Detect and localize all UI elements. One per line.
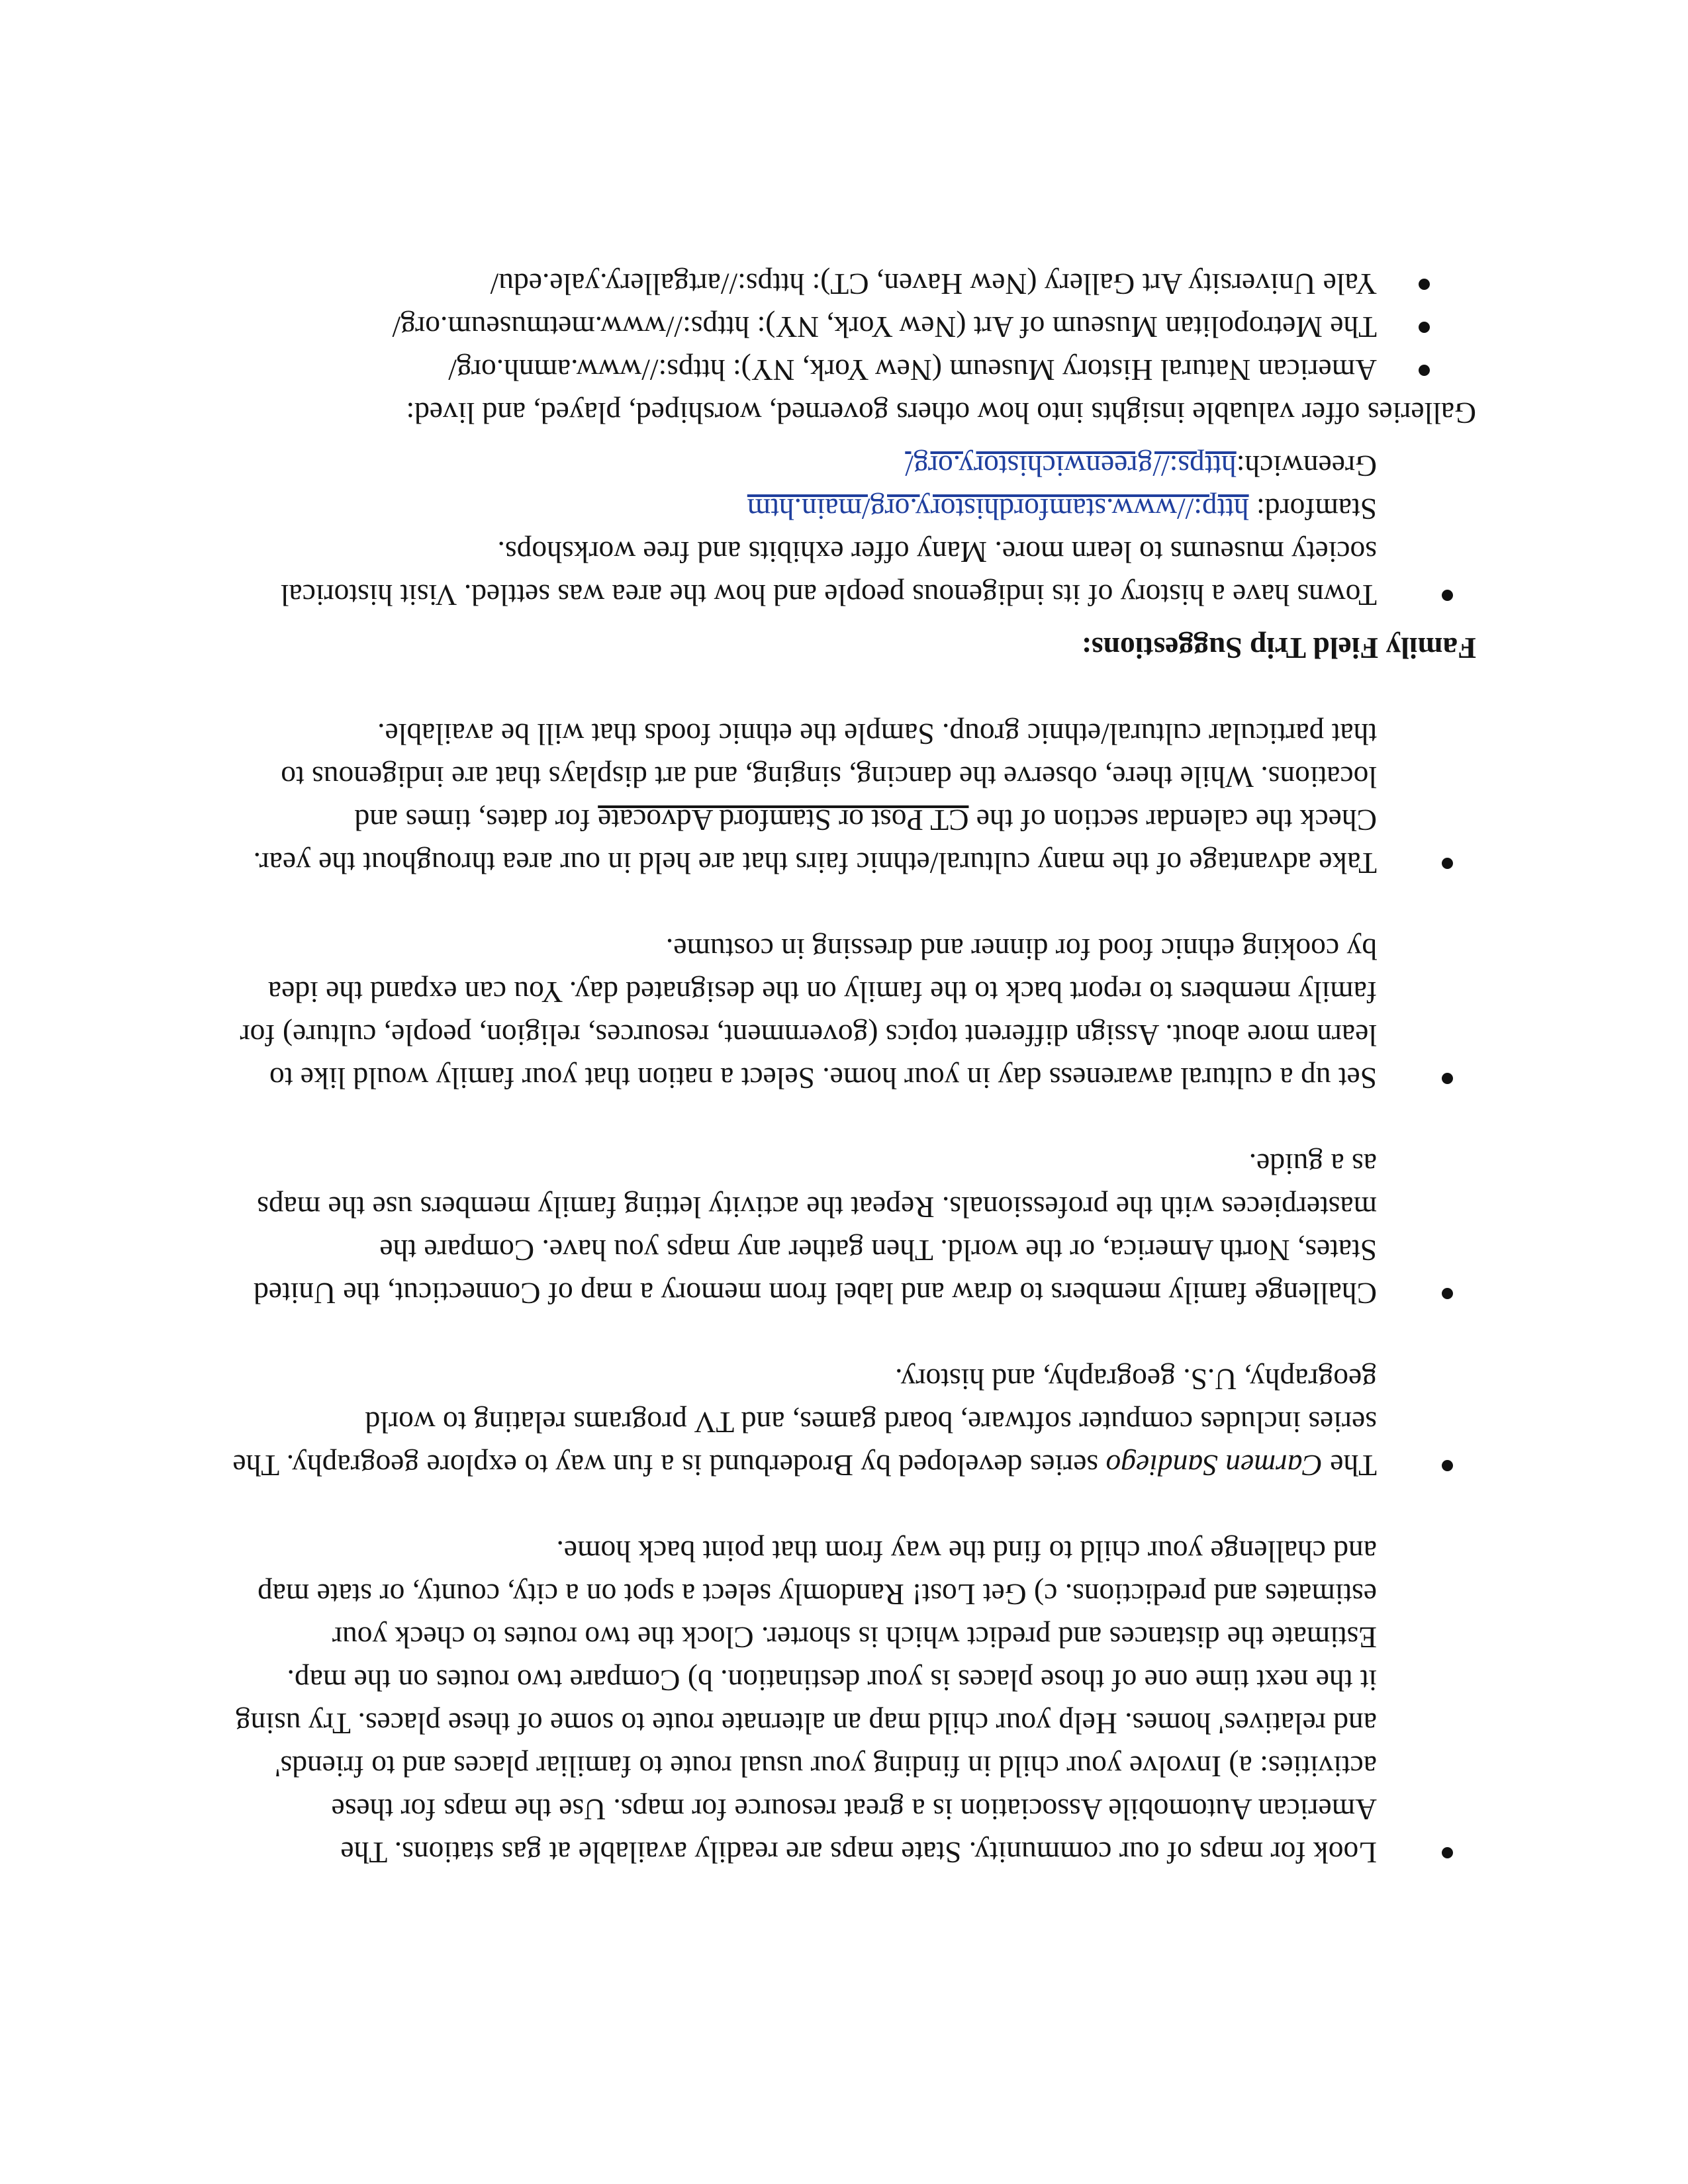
gallery-yale: Yale University Art Gallery (New Haven, CT): https://artgallery.yale.edu/ — [490, 267, 1377, 301]
field-trip-list — [232, 531, 1476, 617]
stamford-history-link[interactable]: http://www.stamfordhistory.org/main.htm — [747, 492, 1249, 526]
activity-fairs-text-before: Take advantage of the many cultural/ethnic fairs that are held in our area throughout the year. Check the calendar section of the — [253, 803, 1377, 880]
activity-list — [232, 713, 1476, 1874]
list-item-map-challenge — [232, 1143, 1476, 1315]
towns-history-text: Towns have a history of its indigenous people and how the area was settled. Visit historical society museums to learn more. Many offer exhibits and free workshops. — [280, 535, 1377, 612]
activity-carmen-text-before: The — [1322, 1449, 1377, 1482]
bullet-icon — [1442, 1073, 1453, 1084]
list-item-ethnic-fairs — [232, 713, 1476, 885]
gallery-list — [232, 263, 1476, 392]
bullet-icon — [1442, 590, 1453, 601]
list-item-yale — [232, 263, 1476, 306]
bullet-icon — [1419, 322, 1430, 333]
bullet-icon — [1442, 1288, 1453, 1299]
field-trip-heading: Family Field Trip Suggestions: — [1081, 631, 1476, 665]
bullet-icon — [1442, 858, 1453, 869]
bullet-icon — [1419, 279, 1430, 290]
stamford-label: Stamford: — [1248, 492, 1377, 526]
list-item-towns-history — [232, 531, 1476, 617]
page-content — [232, 263, 1476, 1874]
list-item-met — [232, 306, 1476, 349]
activity-carmen-text-after: series developed by Broderbund is a fun way to explore geography. The series includes computer software, board games, and TV programs relating to world geography, U.S. geography, and history. — [232, 1363, 1377, 1482]
greenwich-history-link[interactable]: https://greenwichistory.org/ — [905, 449, 1237, 483]
newspaper-names: CT Post or Stamford Advocate — [598, 803, 969, 837]
gallery-met: The Metropolitan Museum of Art (New York, NY): https://www.metmuseum.org/ — [392, 310, 1377, 344]
carmen-sandiego-title: Carmen Sandiego — [1105, 1449, 1323, 1482]
activity-fairs-text-after: for dates, times and locations. While there, observe the dancing, singing, and art displays that are indigenous to that particular cultural/ethnic group. Sample the ethnic foods that will be available. — [281, 717, 1377, 837]
bullet-icon — [1442, 1847, 1453, 1858]
list-item-cultural-day — [232, 928, 1476, 1100]
greenwich-line — [232, 445, 1476, 488]
activity-cultural-day-text: Set up a cultural awareness day in your home. Select a nation that your family would like to learn more about. Assign different topics (government, resources, religion, people, culture) for family members to report back to the family on the designated day. You can expand the idea by cooking ethnic food for dinner and dressing in costume. — [240, 933, 1377, 1095]
bullet-icon — [1442, 1460, 1453, 1471]
activity-map-challenge-text: Challenge family members to draw and label from memory a map of Connecticut, the United States, North America, or the world. Then gather any maps you have. Compare the masterpieces with the professionals. Repeat the activity letting family members use the maps as a guide. — [254, 1148, 1377, 1310]
activity-maps-text: Look for maps of our community. State maps are readily available at gas stations. The American Automobile Association is a great resource for maps. Use the maps for these activities: a) Involve your child in finding your usual route to familiar places and to friends' and relatives' homes. Help your child map an alternate route to some of these places. Try using it the next time one of those places is your destination. b) Compare two routes on the map. Estimate the distances and predict which is shorter. Clock the two routes to check your estimates and predictions. c) Get Lost! Randomly select a spot on a city, county, or state map and challenge your child to find the way from that point back home. — [235, 1535, 1377, 1870]
list-item-amnh — [232, 349, 1476, 392]
bullet-icon — [1419, 365, 1430, 376]
greenwich-label: Greenwich: — [1236, 449, 1377, 483]
gallery-amnh: American Natural History Museum (New York, NY): https://www.amnh.org/ — [448, 353, 1377, 387]
galleries-intro: Galleries offer valuable insights into how others governed, worshiped, played, and lived: — [406, 396, 1476, 430]
stamford-line — [232, 488, 1476, 531]
list-item-carmen-sandiego — [232, 1358, 1476, 1487]
list-item-maps — [232, 1530, 1476, 1874]
